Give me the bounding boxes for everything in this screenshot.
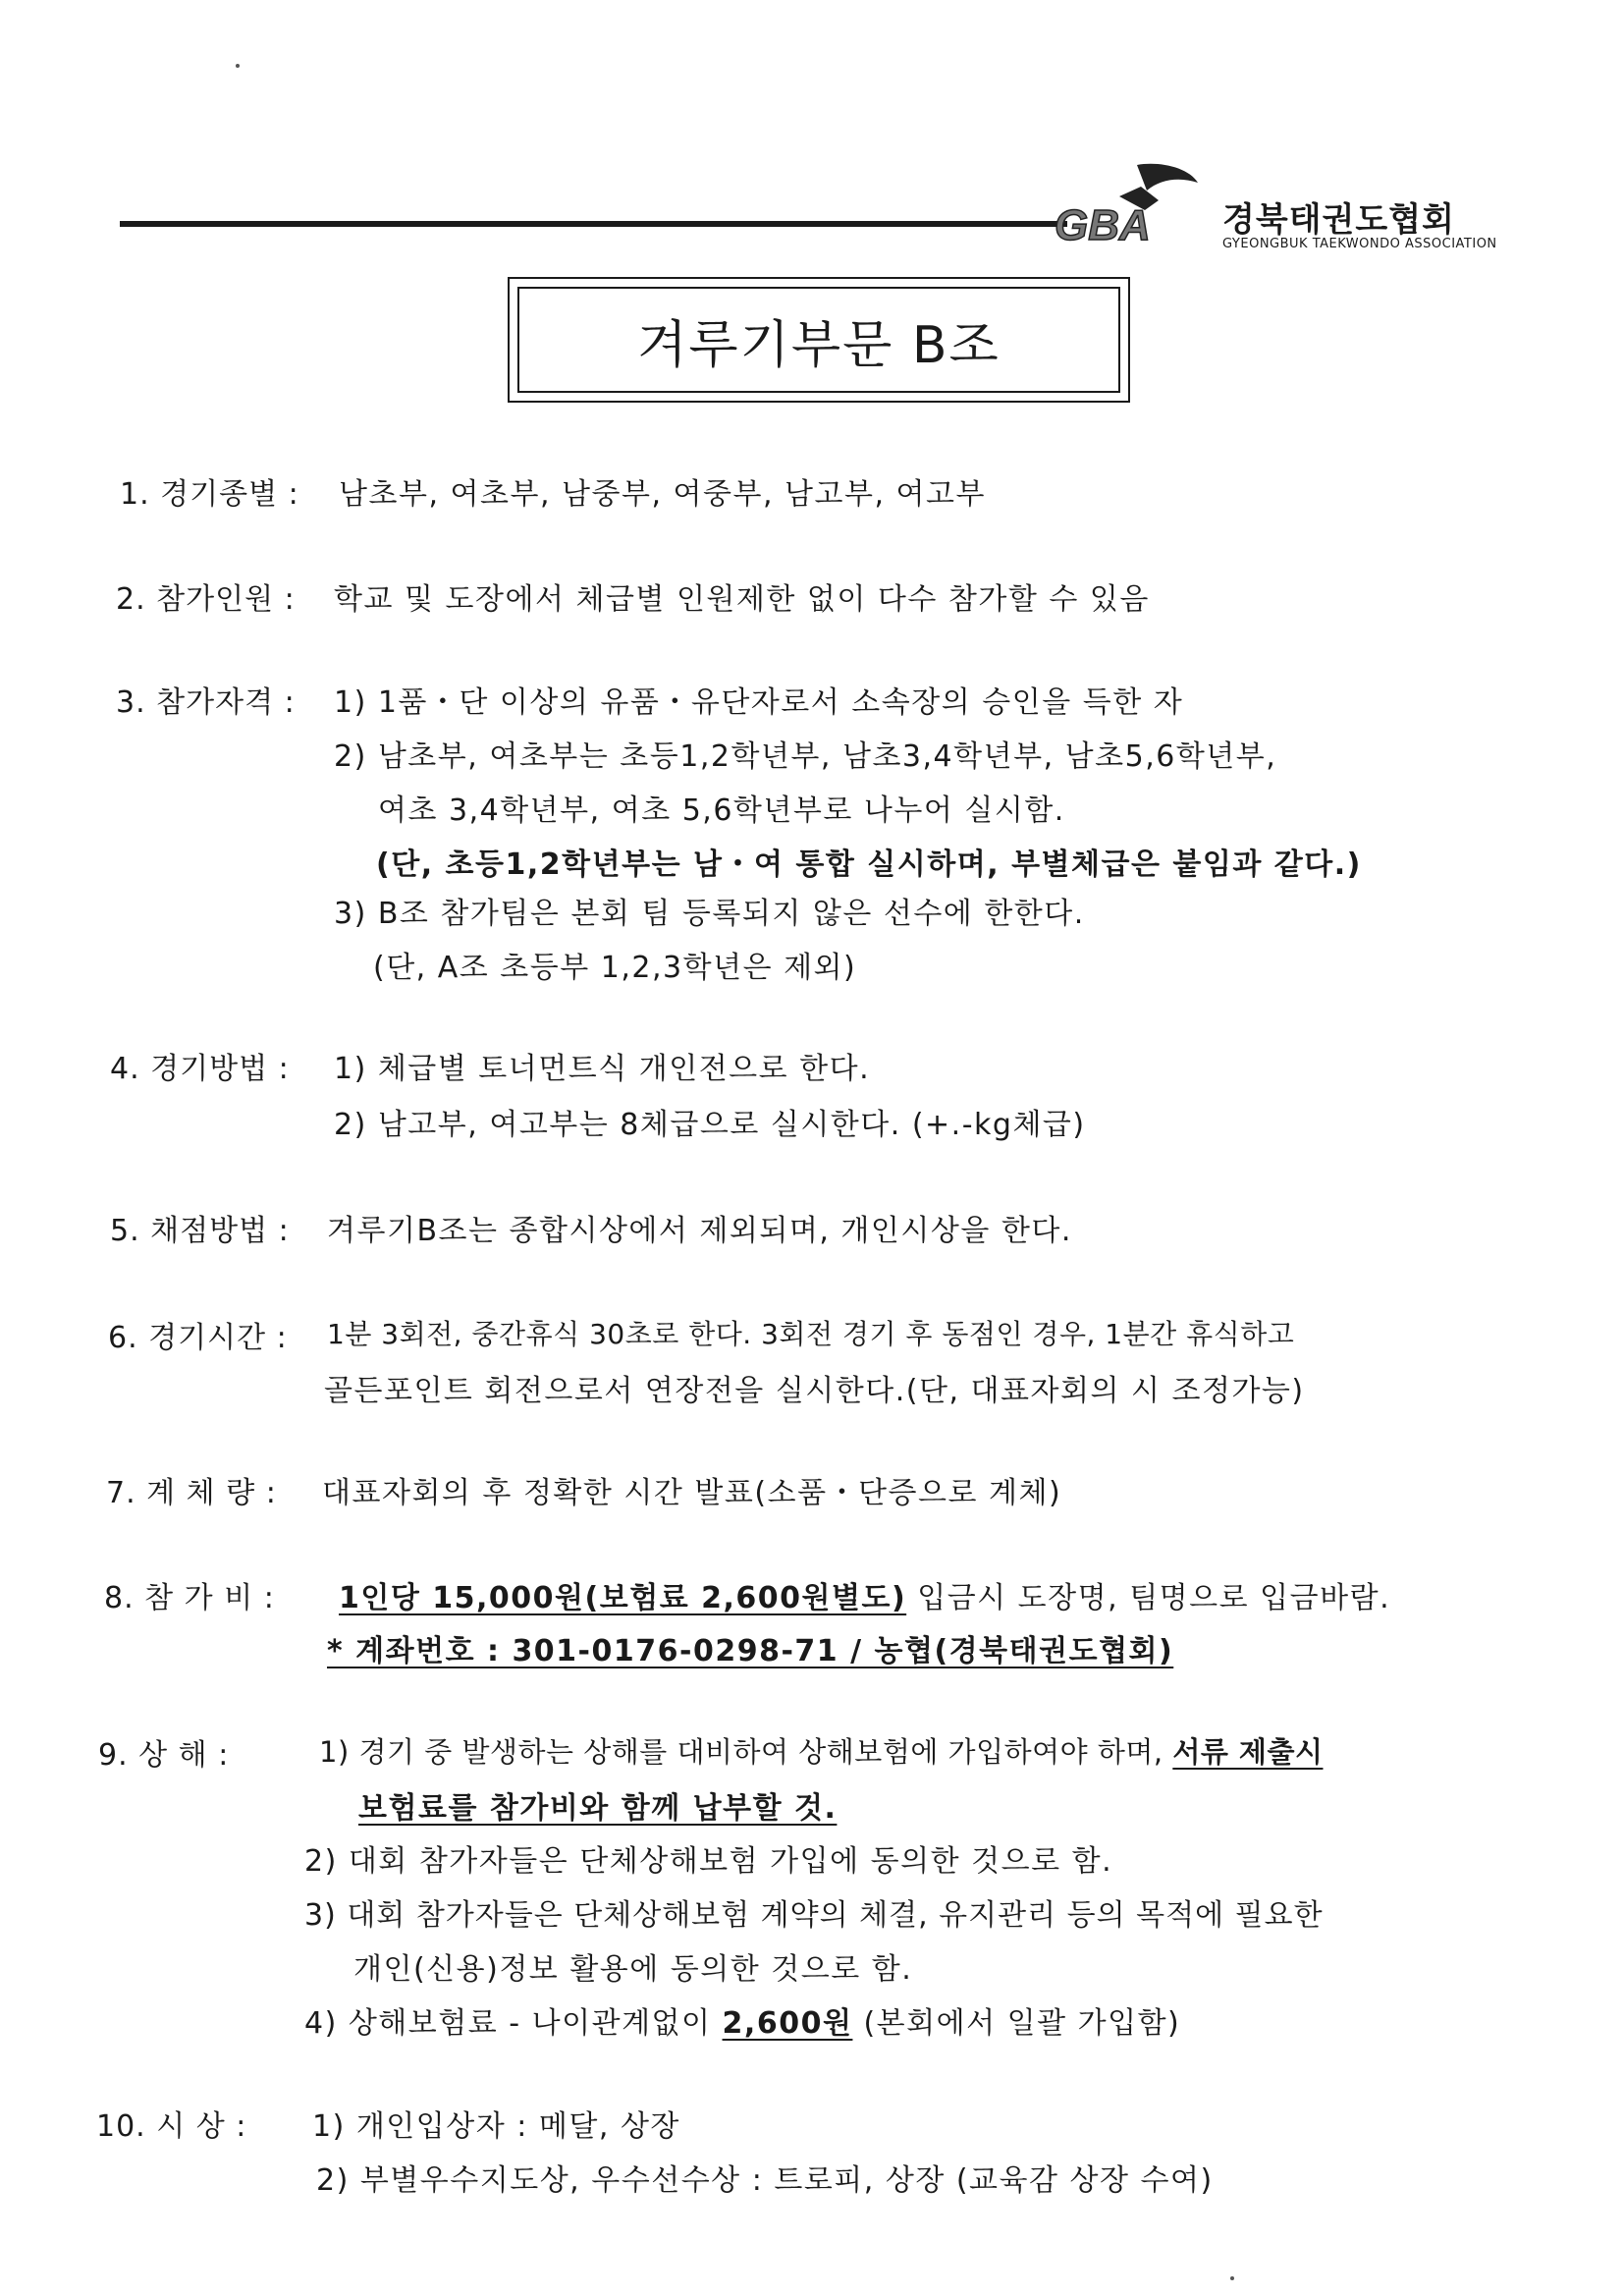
section-1-text: 남초부, 여초부, 남중부, 여중부, 남고부, 여고부 — [339, 477, 987, 512]
section-4-item-1: 1) 체급별 토너먼트식 개인전으로 한다. — [334, 1052, 871, 1086]
section-7-label: 7. 계 체 량 : — [106, 1476, 277, 1510]
title-inner-frame — [517, 287, 1120, 393]
logo-korean-name: 경북태권도협회 — [1222, 200, 1455, 240]
section-7-text: 대표자회의 후 정확한 시간 발표(소품・단증으로 계체) — [322, 1476, 1062, 1510]
section-10-label: 10. 시 상 : — [96, 2109, 247, 2144]
svg-text:GBA: GBA — [1055, 201, 1151, 249]
page-title: 겨루기부문 B조 — [637, 315, 1001, 375]
title-box — [508, 277, 1130, 403]
section-9-item-3: 3) 대회 참가자들은 단체상해보험 계약의 체결, 유지관리 등의 목적에 필요한 — [304, 1898, 1324, 1933]
section-3-item-2-cont: 여초 3,4학년부, 여초 5,6학년부로 나누어 실시함. — [378, 793, 1065, 828]
document-submission-note: 서류 제출시 — [1172, 1735, 1324, 1769]
insurance-fee-label: 4) 상해보험료 - 나이관계없이 — [304, 2006, 723, 2041]
section-3-item-1: 1) 1품・단 이상의 유품・유단자로서 소속장의 승인을 득한 자 — [334, 685, 1184, 720]
logo-english-name: GYEONGBUK TAEKWONDO ASSOCIATION — [1222, 237, 1497, 251]
section-6-label: 6. 경기시간 : — [108, 1321, 288, 1355]
section-3-label: 3. 참가자격 : — [116, 685, 296, 720]
insurance-payment-note: 보험료를 참가비와 함께 납부할 것. — [358, 1791, 838, 1826]
section-4-label: 4. 경기방법 : — [110, 1052, 290, 1086]
scan-speck — [1230, 2276, 1234, 2280]
section-10-item-1: 1) 개인입상자 : 메달, 상장 — [312, 2109, 680, 2144]
section-9-item-1-text: 1) 경기 중 발생하는 상해를 대비하여 상해보험에 가입하여야 하며, — [319, 1735, 1173, 1769]
section-5-label: 5. 채점방법 : — [110, 1214, 290, 1248]
scan-speck — [236, 64, 240, 68]
section-9-item-4 — [304, 1998, 1180, 2042]
section-3-item-3-note: (단, A조 초등부 1,2,3학년은 제외) — [373, 951, 857, 985]
section-3-item-3: 3) B조 참가팀은 본회 팀 등록되지 않은 선수에 한한다. — [334, 897, 1085, 931]
section-8-label: 8. 참 가 비 : — [104, 1581, 275, 1615]
section-10-item-2: 2) 부별우수지도상, 우수선수상 : 트로피, 상장 (교육감 상장 수여) — [316, 2163, 1214, 2198]
insurance-fee-amount: 2,600원 — [722, 2006, 853, 2041]
section-1-label: 1. 경기종별 : — [120, 477, 299, 512]
bank-account: * 계좌번호 : 301-0176-0298-71 / 농협(경북태권도협회) — [327, 1634, 1174, 1668]
section-9-item-1 — [319, 1730, 1323, 1771]
section-9-label: 9. 상 해 : — [98, 1738, 230, 1773]
section-6-line-2: 골든포인트 회전으로서 연장전을 실시한다.(단, 대표자회의 시 조정가능) — [324, 1374, 1305, 1408]
section-4-item-2: 2) 남고부, 여고부는 8체급으로 실시한다. (+.-kg체급) — [334, 1108, 1086, 1142]
section-9-item-2: 2) 대회 참가자들은 단체상해보험 가입에 동의한 것으로 함. — [304, 1844, 1113, 1879]
insurance-fee-note: (본회에서 일괄 가입함) — [852, 2006, 1181, 2041]
association-logo-icon — [1051, 157, 1217, 255]
entry-fee-instructions: 입금시 도장명, 팀명으로 입금바람. — [906, 1581, 1391, 1615]
section-9-item-3-cont: 개인(신용)정보 활용에 동의한 것으로 함. — [353, 1952, 913, 1987]
section-3-note: (단, 초등1,2학년부는 남・여 통합 실시하며, 부별체급은 붙임과 같다.) — [376, 847, 1362, 882]
section-6-line-1: 1분 3회전, 중간휴식 30초로 한다. 3회전 경기 후 동점인 경우, 1분간 휴식하고 — [327, 1318, 1295, 1350]
section-2-label: 2. 참가인원 : — [116, 582, 296, 617]
entry-fee: 1인당 15,000원(보험료 2,600원별도) — [339, 1581, 907, 1615]
section-3-item-2: 2) 남초부, 여초부는 초등1,2학년부, 남초3,4학년부, 남초5,6학년부, — [334, 739, 1277, 774]
section-8-fee-line — [339, 1573, 1390, 1616]
section-2-text: 학교 및 도장에서 체급별 인원제한 없이 다수 참가할 수 있음 — [334, 582, 1150, 617]
section-5-text: 겨루기B조는 종합시상에서 제외되며, 개인시상을 한다. — [327, 1214, 1072, 1248]
header-rule — [120, 221, 1067, 227]
